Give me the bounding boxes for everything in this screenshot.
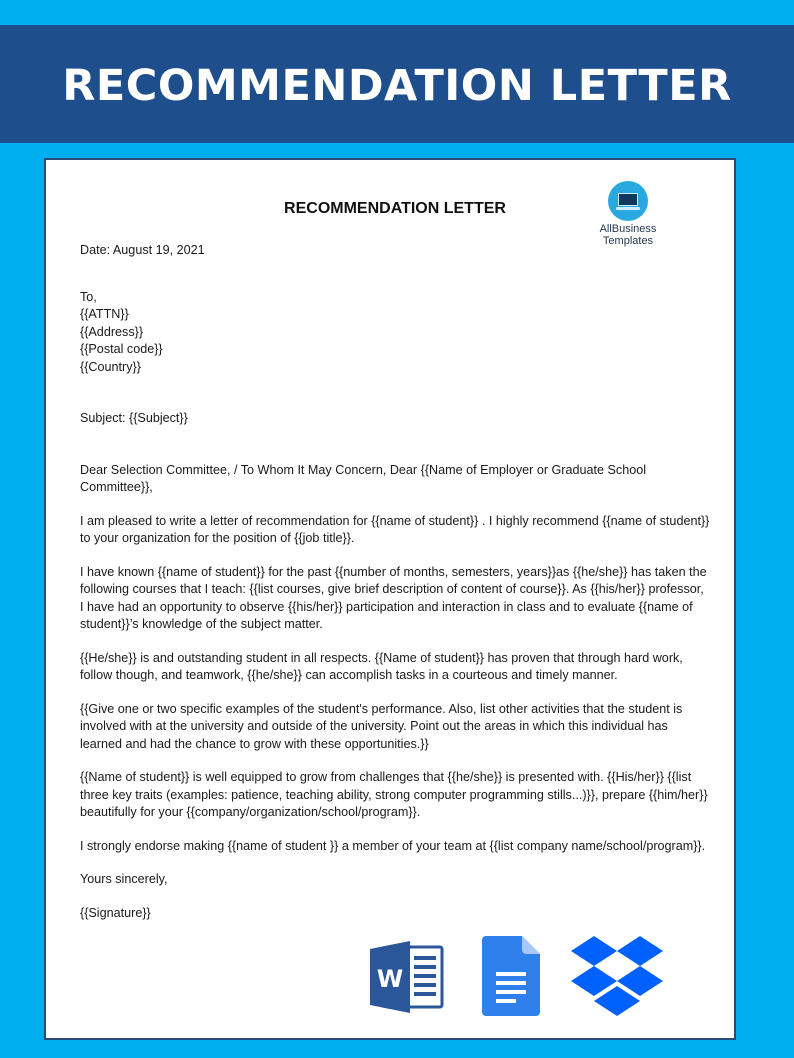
banner-title: RECOMMENDATION LETTER [62,61,732,111]
laptop-icon [608,181,648,221]
letter-paragraph: {{He/she}} is and outstanding student in all respects. {{Name of student}} has proven that through hard work, follow though, and teamwork, {{he/she}} can accomplish tasks in a courteous and timely manner. [80,650,683,682]
address-line: {{ATTN}} [80,307,129,321]
letter-paragraph: {{Name of student}} is well equipped to grow from challenges that {{he/she}} is presented with. {{His/her}} {{list three key traits (examples: patience, teaching ability, strong computer programming stills...)}}, prepare {{him/her}} beautifully for your {{company/organization/school/program}}. [80,770,708,819]
recipient-address [80,289,710,377]
word-icon[interactable] [370,941,444,1013]
letter-signature: {{Signature}} [80,905,151,920]
letter-date: Date: August 19, 2021 [80,243,205,257]
svg-text:W: W [376,965,404,993]
letter-closing: Yours sincerely, [80,872,168,886]
letter-paragraph: I am pleased to write a letter of recommendation for {{name of student}} . I highly recommend {{name of student}} to your organization for the position of {{job title}}. [80,513,710,545]
document-preview [44,158,736,1040]
document-title: RECOMMENDATION LETTER [284,200,506,217]
letter-paragraph: I have known {{name of student}} for the past {{number of months, semesters, years}}as {{he/she}} has taken the following courses that I teach: {{list courses, give brief description of content of course}}. As {{his/her}} professor, I have had an opportunity to observe {{his/her}} participation and interaction in class and to evaluate {{name of student}}’s knowledge of the subject matter. [80,564,707,631]
logo-line-2: Templates [602,235,654,247]
logo-line-1: AllBusiness [599,223,657,235]
app-icons [370,936,670,1020]
header-banner [0,25,794,143]
letter-body [80,242,710,922]
address-line: {{Country}} [80,359,141,374]
address-line: {{Address}} [80,324,144,339]
letter-paragraph: I strongly endorse making {{name of student }} a member of your team at {{list company name/school/program}}. [80,838,706,853]
address-line: To, [80,289,97,304]
google-docs-icon[interactable] [482,936,540,1016]
allbusiness-logo [594,181,662,247]
dropbox-icon[interactable] [570,936,664,1020]
letter-subject: Subject: {{Subject}} [80,411,188,425]
letter-paragraph: {{Give one or two specific examples of the student's performance. Also, list other activities that the student is involved with at the university and outside of the university. Point out the areas in which this individual has learned and had the chance to grow with these opportunities.}} [80,701,683,751]
address-line: {{Postal code}} [80,342,163,356]
letter-salutation: Dear Selection Committee, / To Whom It May Concern, Dear {{Name of Employer or Graduate School Committee}}, [80,462,647,494]
